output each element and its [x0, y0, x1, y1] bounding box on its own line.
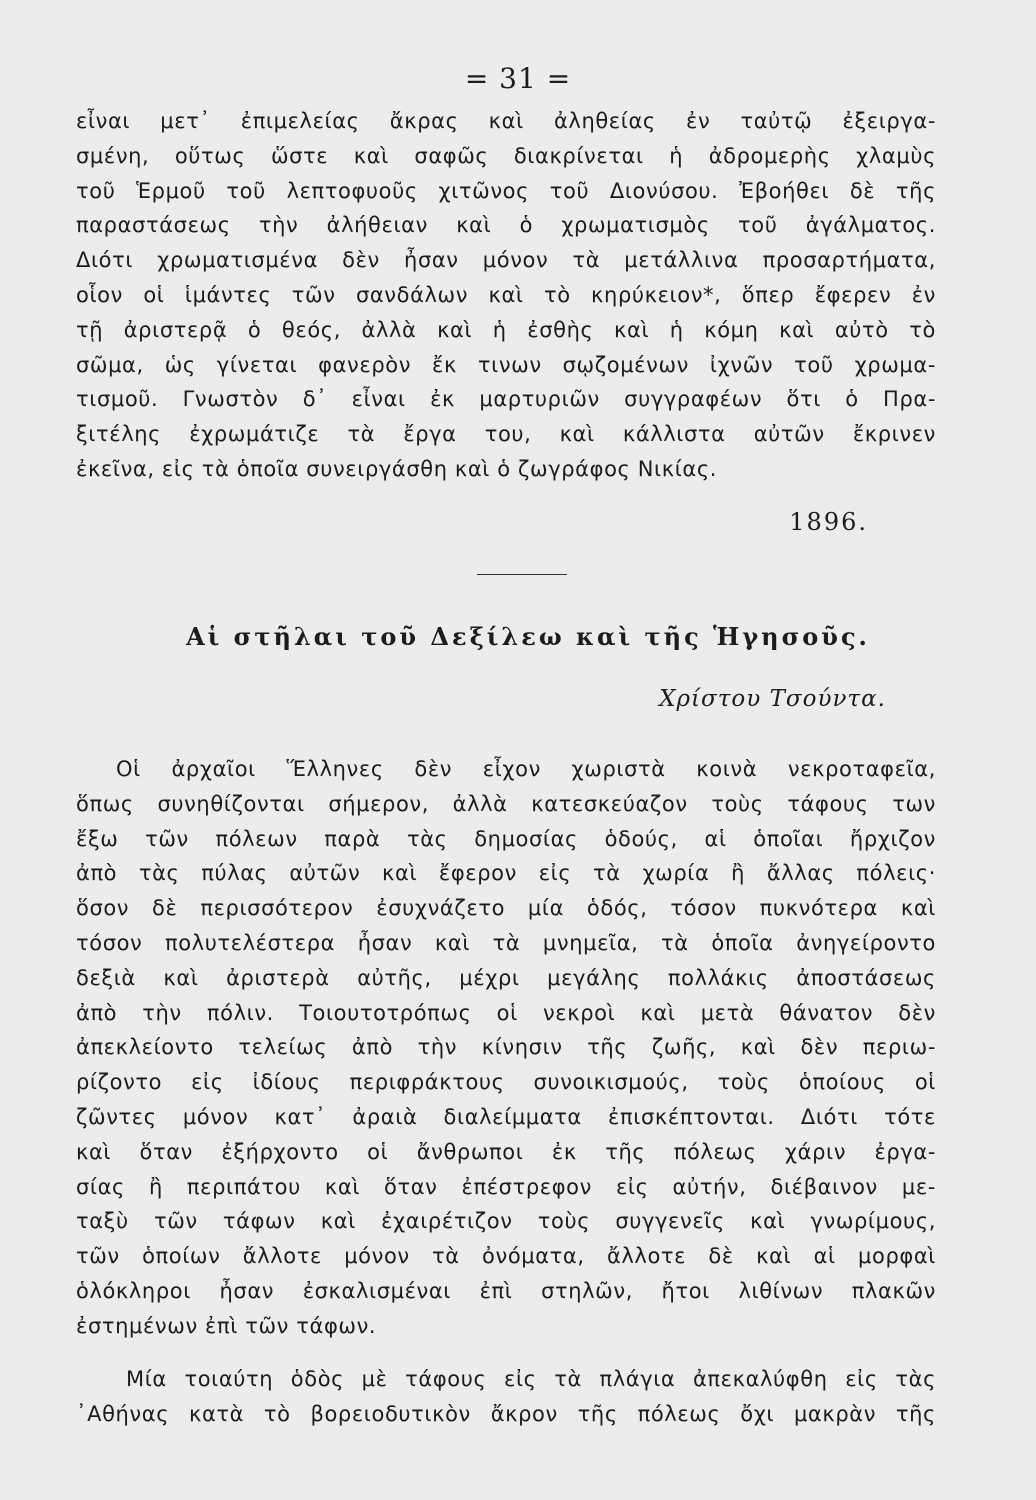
- text-line: σίας ἢ περιπάτου καὶ ὅταν ἐπέστρεφον εἰς αὐτήν, διέβαινον με-: [76, 1174, 936, 1199]
- text-line: ἀπεκλείοντο τελείως ἀπὸ τὴν κίνησιν τῆς ζωῆς, καὶ δὲν περιω-: [76, 1035, 936, 1060]
- text-line: ἐκεῖνα, εἰς τὰ ὁποῖα συνειργάσθη καὶ ὁ ζωγράφος Νικίας.: [76, 456, 718, 481]
- text-line: εἶναι μετ᾽ ἐπιμελείας ἄκρας καὶ ἀληθείας ἐν ταὐτῷ ἐξειργα-: [76, 109, 936, 133]
- text-line: ὅπως συνηθίζονται σήμερον, ἀλλὰ κατεσκεύαζον τοὺς τάφους των: [76, 791, 936, 816]
- paragraph-ancient-cemeteries: [76, 752, 936, 1344]
- page-number: = 31 =: [464, 62, 572, 95]
- text-line: καὶ ὅταν ἐξήρχοντο οἱ ἄνθρωποι ἐκ τῆς πόλεως χάριν ἐργα-: [76, 1139, 936, 1164]
- text-line: Διότι χρωματισμένα δὲν ἦσαν μόνον τὰ μετάλλινα προσαρτήματα,: [76, 248, 936, 273]
- author-byline: Χρίστου Τσούντα.: [659, 686, 886, 712]
- paragraph-road-discovery: [76, 1362, 936, 1432]
- text-line: τοῦ Ἑρμοῦ τοῦ λεπτοφυοῦς χιτῶνος τοῦ Διονύσου. Ἐβοήθει δὲ τῆς: [76, 178, 936, 203]
- text-line: ζῶντες μόνον κατ᾽ ἀραιὰ διαλείμματα ἐπισκέπτονται. Διότι τότε: [76, 1104, 936, 1129]
- text-line: δεξιὰ καὶ ἀριστερὰ αὐτῆς, μέχρι μεγάλης πολλάκις ἀποστάσεως: [76, 965, 936, 990]
- paragraph-praxiteles: [76, 104, 936, 487]
- text-line: τῇ ἀριστερᾷ ὁ θεός, ἀλλὰ καὶ ἡ ἐσθὴς καὶ ἡ κόμη καὶ αὐτὸ τὸ: [76, 317, 936, 342]
- article-date: 1896.: [789, 508, 868, 536]
- text-line: ἀπὸ τὴν πόλιν. Τοιουτοτρόπως οἱ νεκροὶ καὶ μετὰ θάνατον δὲν: [76, 1000, 936, 1025]
- text-line: ταξὺ τῶν τάφων καὶ ἐχαιρέτιζον τοὺς συγγενεῖς καὶ γνωρίμους,: [76, 1209, 936, 1234]
- text-line: παραστάσεως τὴν ἀλήθειαν καὶ ὁ χρωματισμὸς τοῦ ἀγάλματος.: [76, 213, 936, 238]
- text-line: ρίζοντο εἰς ἰδίους περιφράκτους συνοικισμούς, τοὺς ὁποίους οἱ: [76, 1070, 936, 1095]
- text-line: Οἱ ἀρχαῖοι Ἕλληνες δὲν εἶχον χωριστὰ κοινὰ νεκροταφεῖα,: [116, 757, 936, 781]
- text-line: οἷον οἱ ἱμάντες τῶν σανδάλων καὶ τὸ κηρύκειον*, ὅπερ ἔφερεν ἐν: [76, 282, 936, 307]
- text-line: ξιτέλης ἐχρωμάτιζε τὰ ἔργα του, καὶ κάλλιστα αὐτῶν ἔκρινεν: [76, 422, 936, 447]
- text-line: τισμοῦ. Γνωστὸν δ᾽ εἶναι ἐκ μαρτυριῶν συγγραφέων ὅτι ὁ Πρα-: [76, 387, 936, 412]
- section-divider: [477, 574, 567, 575]
- text-line: ᾽Αθήνας κατὰ τὸ βορειοδυτικὸν ἄκρον τῆς πόλεως ὄχι μακρὰν τῆς: [76, 1401, 936, 1426]
- text-line: ἐστημένων ἐπὶ τῶν τάφων.: [76, 1313, 377, 1338]
- text-line: τόσον πολυτελέστερα ἦσαν καὶ τὰ μνημεῖα, τὰ ὁποῖα ἀνηγείροντο: [76, 930, 936, 955]
- text-line: τῶν ὁποίων ἄλλοτε μόνον τὰ ὀνόματα, ἄλλοτε δὲ καὶ αἱ μορφαὶ: [76, 1244, 936, 1269]
- text-line: σμένη, οὕτως ὥστε καὶ σαφῶς διακρίνεται ἡ ἀδρομερὴς χλαμὺς: [76, 143, 936, 168]
- text-line: σῶμα, ὡς γίνεται φανερὸν ἔκ τινων σῳζομένων ἰχνῶν τοῦ χρωμα-: [76, 352, 936, 377]
- section-title: Αἱ στῆλαι τοῦ Δεξίλεω καὶ τῆς Ἡγησοῦς.: [186, 622, 870, 651]
- text-line: ἔξω τῶν πόλεων παρὰ τὰς δημοσίας ὁδούς, αἱ ὁποῖαι ἤρχιζον: [76, 826, 936, 851]
- text-line: ὅσον δὲ περισσότερον ἐσυχνάζετο μία ὁδός, τόσον πυκνότερα καὶ: [76, 896, 936, 921]
- text-line: ὁλόκληροι ἦσαν ἐσκαλισμέναι ἐπὶ στηλῶν, ἤτοι λιθίνων πλακῶν: [76, 1278, 936, 1303]
- text-line: ἀπὸ τὰς πύλας αὐτῶν καὶ ἔφερον εἰς τὰ χωρία ἢ ἄλλας πόλεις·: [76, 861, 936, 886]
- text-line: Μία τοιαύτη ὁδὸς μὲ τάφους εἰς τὰ πλάγια ἀπεκαλύφθη εἰς τὰς: [126, 1367, 936, 1391]
